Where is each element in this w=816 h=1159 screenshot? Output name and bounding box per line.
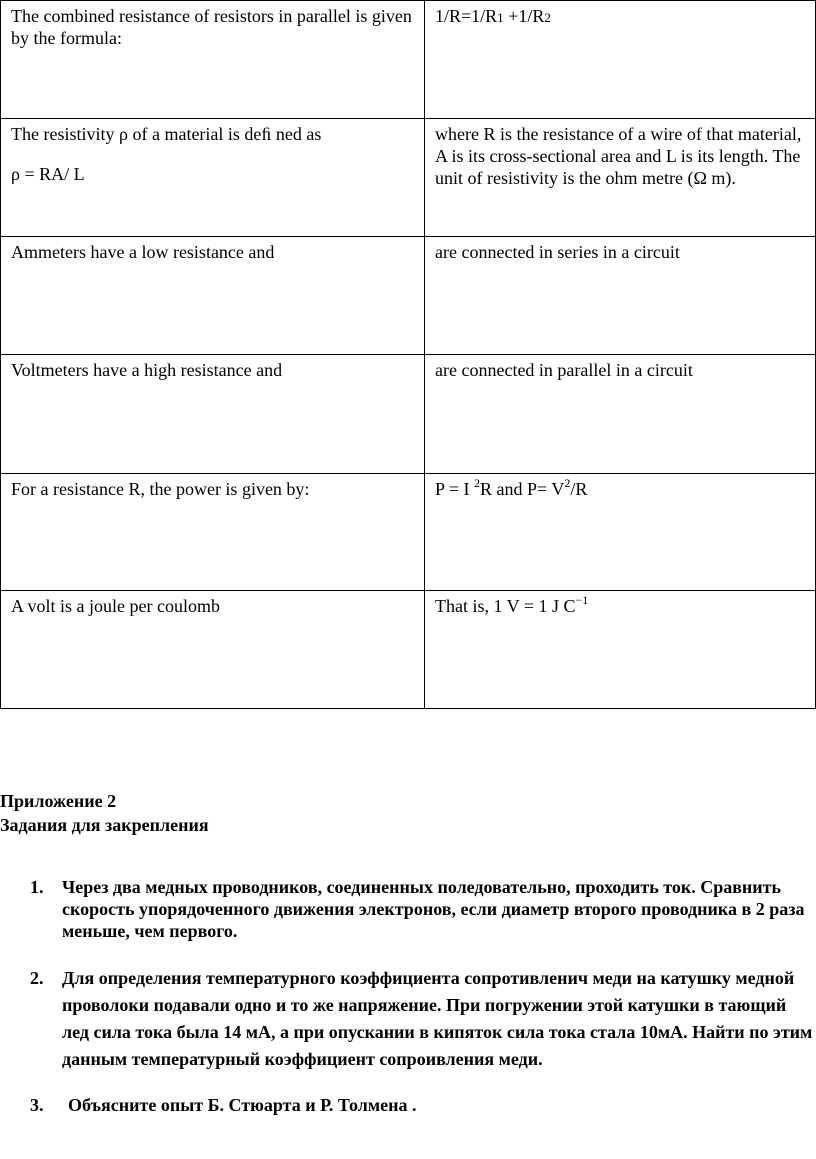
table-row xyxy=(1,119,816,237)
task-text: Для определения температурного коэффициента сопротивленич меди на катушку медной проволоки подавали одно и то же напряжение. При погружении этой катушки в тающий лед сила тока была 14 мА, а при опускании в кипяток сила тока стала 10мА. Найти по этим данным температурный коэффициент сопроивления меди. xyxy=(62,968,813,1069)
table-cell xyxy=(425,474,816,591)
cell-text: For a resistance R, the power is given by: xyxy=(11,479,310,499)
cell-text: The resistivity ρ of a material is deﬁ ned as xyxy=(11,124,322,144)
task-number: 3. xyxy=(30,1095,44,1115)
table-cell xyxy=(1,1,425,119)
appendix-title: Приложение 2 xyxy=(0,791,117,811)
cell-text: The combined resistance of resistors in parallel is given by the formula: xyxy=(11,6,412,48)
table-row xyxy=(1,591,816,709)
table-row xyxy=(1,474,816,591)
appendix-header xyxy=(0,789,209,837)
formula-text: That is, 1 V = 1 J $C^{-1}$ xyxy=(435,593,589,616)
list-item xyxy=(0,1093,816,1117)
table-row xyxy=(1,1,816,119)
formula-text: ρ = RA/ L xyxy=(11,164,85,184)
table-row xyxy=(1,237,816,355)
task-text: Объясните опыт Б. Стюарта и Р. Толмена . xyxy=(68,1095,417,1115)
table-cell xyxy=(425,119,816,237)
task-list xyxy=(0,876,816,1117)
table-cell xyxy=(425,355,816,474)
table-cell xyxy=(425,1,816,119)
list-item xyxy=(0,876,816,942)
table-cell xyxy=(1,474,425,591)
cell-text: are connected in parallel in a circuit xyxy=(435,360,693,380)
table-cell xyxy=(1,237,425,355)
cell-text: A volt is a joule per coulomb xyxy=(11,596,220,616)
appendix-subtitle: Задания для закрепления xyxy=(0,815,209,835)
cell-text: are connected in series in a circuit xyxy=(435,242,680,262)
table-row xyxy=(1,355,816,474)
table-cell xyxy=(1,119,425,237)
cell-text: Ammeters have a low resistance and xyxy=(11,242,275,262)
table-cell xyxy=(1,591,425,709)
table-cell xyxy=(1,355,425,474)
formula-text: P = I $^2$R and $P= V^2/R$ xyxy=(435,476,588,499)
table-cell xyxy=(425,237,816,355)
task-text: Через два медных проводников, соединенных поледовательно, проходить ток. Сравнить скорость упорядоченного движения электронов, если диаметр второго проводника в 2 раза меньше, чем первого. xyxy=(62,877,805,941)
task-number: 2. xyxy=(30,968,44,988)
task-number: 1. xyxy=(30,877,44,897)
cell-text: Voltmeters have a high resistance and xyxy=(11,360,283,380)
table-cell xyxy=(425,591,816,709)
list-item xyxy=(0,965,816,1073)
cell-text: where R is the resistance of a wire of that material, A is its cross-sectional area and L is its length. The unit of resistivity is the ohm metre (Ω m). xyxy=(435,124,802,188)
formula-text: 1/R=1/R1 +1/R2 xyxy=(435,6,551,26)
